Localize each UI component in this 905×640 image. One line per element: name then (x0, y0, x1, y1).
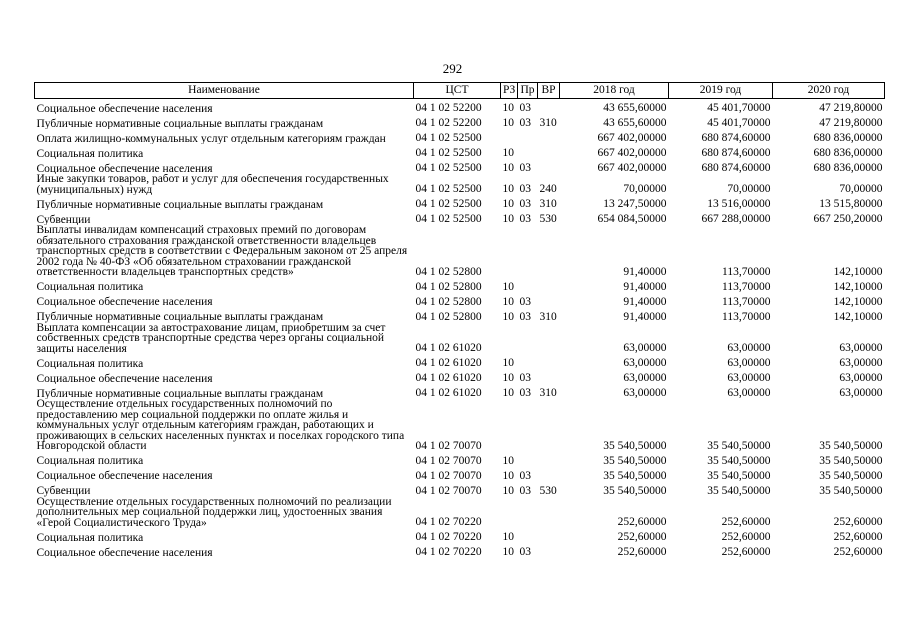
table-row (35, 174, 885, 195)
row-name: Публичные нормативные социальные выплаты гражданам (36, 311, 324, 323)
row-2018: 63,00000 (623, 357, 667, 369)
row-pr: 03 (519, 213, 531, 225)
row-2020: 63,00000 (839, 342, 883, 354)
row-2019: 680 874,60000 (701, 162, 771, 174)
row-rz: 10 (502, 310, 514, 323)
row-vr (538, 528, 560, 543)
table-row (35, 543, 885, 558)
header-2019: 2019 год (669, 83, 773, 99)
row-2020: 680 836,00000 (813, 132, 883, 144)
page-number: 292 (442, 61, 463, 76)
row-name: Выплата компенсации за автострахование лицам, приобретшим за счет собственных средств транспортные средства через органы социальной защиты населения (36, 322, 386, 354)
row-pr: 03 (519, 469, 531, 482)
row-pr: 03 (519, 102, 531, 114)
row-vr (538, 225, 560, 278)
row-vr: 310 (539, 117, 557, 129)
table-row (35, 308, 885, 323)
row-pr: 03 (519, 117, 531, 129)
row-rz: 10 (502, 280, 514, 293)
row-cst: 04 1 02 52800 (415, 265, 482, 278)
row-rz: 10 (502, 387, 514, 399)
row-2019: 63,00000 (727, 387, 771, 399)
table-row (35, 323, 885, 355)
row-pr: 03 (519, 295, 531, 308)
header-pr: Пр (518, 83, 538, 99)
row-cst: 04 1 02 52200 (415, 117, 482, 129)
row-name: Публичные нормативные социальные выплаты гражданам (36, 198, 324, 210)
row-2019: 45 401,70000 (707, 102, 771, 114)
row-2019: 70,00000 (727, 183, 771, 195)
row-pr: 03 (519, 183, 531, 195)
budget-table (34, 82, 885, 558)
row-cst: 04 1 02 52800 (415, 310, 482, 323)
row-2020: 142,10000 (833, 310, 883, 323)
table-row (35, 159, 885, 174)
row-2019: 35 540,50000 (707, 454, 771, 467)
header-name: Наименование (35, 83, 414, 99)
row-vr (538, 293, 560, 308)
row-2020: 63,00000 (839, 387, 883, 399)
row-pr: 03 (519, 546, 531, 558)
row-rz: 10 (502, 162, 514, 174)
row-2018: 252,60000 (617, 516, 667, 528)
row-2018: 63,00000 (623, 342, 667, 354)
row-2019: 35 540,50000 (707, 439, 771, 452)
row-2020: 63,00000 (839, 357, 883, 369)
row-pr (518, 528, 538, 543)
row-2019: 667 288,00000 (701, 213, 771, 225)
row-2020: 142,10000 (833, 265, 883, 278)
row-2020: 667 250,20000 (813, 213, 883, 225)
row-2018: 654 084,50000 (597, 213, 667, 225)
row-cst: 04 1 02 61020 (415, 342, 482, 354)
row-rz: 10 (502, 213, 514, 225)
row-2018: 252,60000 (617, 531, 667, 543)
row-name: Выплаты инвалидам компенсаций страховых премий по договорам обязательного страхования гражданской ответственности владельцев транспортных средств в соответствии с Федеральным законом от 25 апреля 2002 года № 40-ФЗ «Об обязательном страховании гражданской ответственности владельцев транспортных средств» (36, 225, 408, 278)
row-rz: 10 (502, 357, 514, 369)
row-2020: 47 219,80000 (819, 102, 883, 114)
row-2018: 91,40000 (623, 265, 667, 278)
row-cst: 04 1 02 52500 (415, 147, 482, 159)
row-2018: 667 402,00000 (597, 162, 667, 174)
row-name: Социальная политика (36, 357, 144, 369)
row-name: Субвенции (36, 485, 91, 497)
row-cst: 04 1 02 52500 (415, 132, 482, 144)
row-rz: 10 (502, 147, 514, 159)
row-vr: 530 (539, 484, 557, 497)
row-2020: 252,60000 (833, 546, 883, 558)
table-row (35, 452, 885, 467)
row-vr (538, 399, 560, 452)
row-2019: 35 540,50000 (707, 469, 771, 482)
table-row (35, 225, 885, 278)
row-pr (518, 129, 538, 144)
row-vr: 530 (539, 213, 557, 225)
row-2020: 13 515,80000 (819, 198, 883, 210)
row-vr (538, 369, 560, 384)
row-cst: 04 1 02 52800 (415, 280, 482, 293)
row-rz: 10 (502, 454, 514, 467)
row-pr (518, 354, 538, 369)
row-name: Социальное обеспечение населения (36, 372, 213, 384)
row-vr (538, 323, 560, 355)
row-vr: 310 (539, 198, 557, 210)
row-2019: 113,70000 (722, 310, 771, 323)
row-rz: 10 (502, 531, 514, 543)
row-cst: 04 1 02 70220 (415, 516, 482, 528)
row-cst: 04 1 02 61020 (415, 387, 482, 399)
row-rz (501, 129, 518, 144)
row-rz (501, 225, 518, 278)
row-2019: 45 401,70000 (707, 117, 771, 129)
row-2018: 252,60000 (617, 546, 667, 558)
table-row (35, 195, 885, 210)
table-row (35, 369, 885, 384)
row-cst: 04 1 02 52500 (415, 213, 482, 225)
header-vr: ВР (538, 83, 560, 99)
row-2019: 252,60000 (721, 516, 771, 528)
row-name: Социальное обеспечение населения (36, 470, 213, 482)
row-name: Социальное обеспечение населения (36, 162, 213, 174)
row-vr (538, 543, 560, 558)
row-2020: 35 540,50000 (819, 469, 883, 482)
table-row (35, 399, 885, 452)
row-pr (518, 278, 538, 293)
row-rz: 10 (502, 484, 514, 497)
row-name: Осуществление отдельных государственных полномочий по реализации дополнительных мер социальной поддержки лиц, удостоенных звания «Герой Социалистического Труда» (36, 496, 392, 528)
table-header-row (35, 83, 885, 99)
row-rz: 10 (502, 102, 514, 114)
header-cst: ЦСТ (414, 83, 501, 99)
row-rz (501, 497, 518, 529)
table-row (35, 114, 885, 129)
table-body (35, 99, 885, 559)
row-2020: 142,10000 (833, 280, 883, 293)
row-cst: 04 1 02 52500 (415, 183, 482, 195)
row-2019: 680 874,60000 (701, 132, 771, 144)
row-vr (538, 467, 560, 482)
row-2019: 113,70000 (722, 295, 771, 308)
row-vr (538, 159, 560, 174)
row-pr: 03 (519, 387, 531, 399)
row-2020: 252,60000 (833, 531, 883, 543)
row-pr (518, 144, 538, 159)
row-pr: 03 (519, 310, 531, 323)
row-name: Осуществление отдельных государственных полномочий по предоставлению мер социальной поддержки по оплате жилья и коммунальных услуг отдельным категориям граждан, работающих и проживающих в сельских населенных пунктах и поселках городского типа Новгородской области (36, 399, 405, 452)
row-pr: 03 (519, 198, 531, 210)
row-2018: 667 402,00000 (597, 147, 667, 159)
table-row (35, 354, 885, 369)
row-cst: 04 1 02 52500 (415, 198, 482, 210)
row-2018: 35 540,50000 (603, 469, 667, 482)
row-rz: 10 (502, 372, 514, 384)
row-2020: 35 540,50000 (819, 484, 883, 497)
row-cst: 04 1 02 70220 (415, 531, 482, 543)
row-2019: 252,60000 (721, 546, 771, 558)
row-rz: 10 (502, 469, 514, 482)
row-rz: 10 (502, 183, 514, 195)
row-2018: 35 540,50000 (603, 439, 667, 452)
row-2020: 142,10000 (833, 295, 883, 308)
row-name: Социальная политика (36, 531, 144, 543)
row-2018: 35 540,50000 (603, 484, 667, 497)
row-2020: 35 540,50000 (819, 439, 883, 452)
row-rz: 10 (502, 546, 514, 558)
row-2019: 63,00000 (727, 357, 771, 369)
row-rz: 10 (502, 295, 514, 308)
row-2019: 63,00000 (727, 372, 771, 384)
row-vr (538, 354, 560, 369)
row-cst: 04 1 02 61020 (415, 357, 482, 369)
table-row (35, 99, 885, 115)
row-2019: 113,70000 (722, 280, 771, 293)
row-pr: 03 (519, 162, 531, 174)
table-row (35, 144, 885, 159)
row-name: Субвенции (36, 213, 91, 225)
row-2019: 113,70000 (722, 265, 771, 278)
row-2019: 63,00000 (727, 342, 771, 354)
header-2020: 2020 год (773, 83, 885, 99)
row-pr (518, 399, 538, 452)
row-pr (518, 497, 538, 529)
row-name: Социальная политика (36, 147, 144, 159)
row-cst: 04 1 02 52800 (415, 295, 482, 308)
row-name: Публичные нормативные социальные выплаты гражданам (36, 117, 324, 129)
row-2018: 35 540,50000 (603, 454, 667, 467)
row-pr (518, 225, 538, 278)
row-cst: 04 1 02 70220 (415, 546, 482, 558)
row-name: Социальная политика (36, 455, 144, 467)
header-2018: 2018 год (560, 83, 669, 99)
row-2018: 91,40000 (623, 295, 667, 308)
row-2018: 667 402,00000 (597, 132, 667, 144)
row-vr (538, 452, 560, 467)
row-2019: 13 516,00000 (707, 198, 771, 210)
row-name: Оплата жилищно-коммунальных услуг отдельным категориям граждан (36, 132, 386, 144)
row-cst: 04 1 02 61020 (415, 372, 482, 384)
row-cst: 04 1 02 52500 (415, 162, 482, 174)
row-2019: 35 540,50000 (707, 484, 771, 497)
row-2018: 91,40000 (623, 310, 667, 323)
row-2018: 70,00000 (623, 183, 667, 195)
row-rz (501, 323, 518, 355)
row-2020: 680 836,00000 (813, 162, 883, 174)
row-name: Социальное обеспечение населения (36, 102, 213, 114)
row-vr (538, 144, 560, 159)
row-vr (538, 497, 560, 529)
table-row (35, 129, 885, 144)
row-2020: 63,00000 (839, 372, 883, 384)
row-rz: 10 (502, 198, 514, 210)
row-2018: 91,40000 (623, 280, 667, 293)
row-pr: 03 (519, 372, 531, 384)
row-cst: 04 1 02 70070 (415, 439, 482, 452)
row-name: Социальная политика (36, 281, 144, 293)
row-name: Публичные нормативные социальные выплаты гражданам (36, 387, 324, 399)
table-row (35, 384, 885, 399)
header-rz: РЗ (501, 83, 518, 99)
row-cst: 04 1 02 70070 (415, 454, 482, 467)
table-row (35, 278, 885, 293)
row-cst: 04 1 02 70070 (415, 484, 482, 497)
table-row (35, 482, 885, 497)
row-name: Иные закупки товаров, работ и услуг для обеспечения государственных (муниципальных) нужд (36, 174, 389, 195)
row-pr (518, 323, 538, 355)
row-cst: 04 1 02 70070 (415, 469, 482, 482)
row-vr: 310 (539, 387, 557, 399)
table-row (35, 528, 885, 543)
row-vr (538, 99, 560, 115)
table-row (35, 467, 885, 482)
row-2020: 680 836,00000 (813, 147, 883, 159)
row-2020: 35 540,50000 (819, 454, 883, 467)
row-pr: 03 (519, 484, 531, 497)
row-2020: 252,60000 (833, 516, 883, 528)
row-2020: 70,00000 (839, 183, 883, 195)
row-2020: 47 219,80000 (819, 117, 883, 129)
row-2019: 680 874,60000 (701, 147, 771, 159)
row-vr: 240 (539, 183, 557, 195)
table-row (35, 497, 885, 529)
row-2018: 43 655,60000 (603, 117, 667, 129)
row-2018: 63,00000 (623, 387, 667, 399)
row-vr: 310 (539, 310, 557, 323)
row-rz (501, 399, 518, 452)
row-cst: 04 1 02 52200 (415, 102, 482, 114)
row-vr (538, 129, 560, 144)
row-2018: 63,00000 (623, 372, 667, 384)
row-name: Социальное обеспечение населения (36, 546, 213, 558)
table-row (35, 210, 885, 225)
row-pr (518, 452, 538, 467)
table-row (35, 293, 885, 308)
row-rz: 10 (502, 117, 514, 129)
row-2018: 13 247,50000 (603, 198, 667, 210)
row-2019: 252,60000 (721, 531, 771, 543)
row-vr (538, 278, 560, 293)
row-2018: 43 655,60000 (603, 102, 667, 114)
row-name: Социальное обеспечение населения (36, 296, 213, 308)
